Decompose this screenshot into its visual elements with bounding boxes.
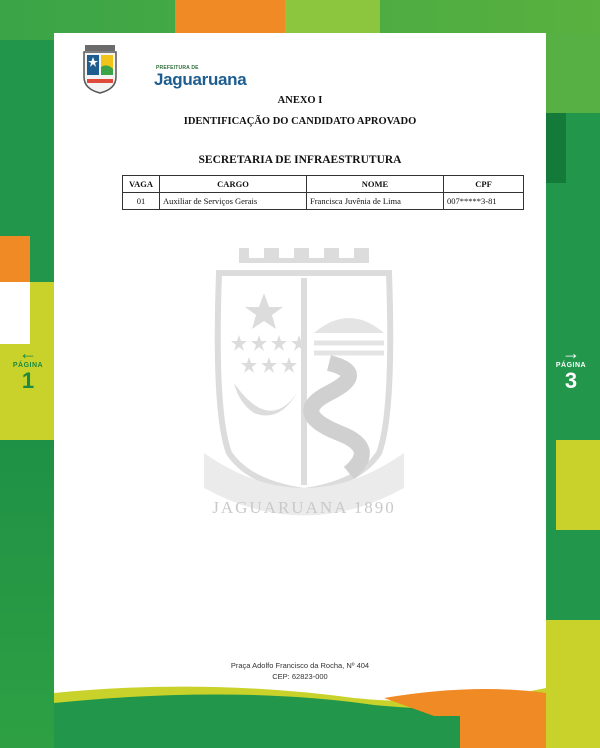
- col-header-cargo: CARGO: [160, 176, 307, 193]
- arrow-right-icon: →: [562, 343, 580, 363]
- table-row: [123, 193, 524, 210]
- cell-cargo: Auxiliar de Serviços Gerais: [160, 193, 307, 210]
- watermark-text: JAGUARUANA 1890: [212, 498, 396, 517]
- footer-cep: CEP: 62823-000: [272, 672, 328, 681]
- table-header-row: [123, 176, 524, 193]
- section-title: SECRETARIA DE INFRAESTRUTURA: [198, 154, 402, 166]
- candidate-table: [122, 175, 524, 210]
- cell-cpf: 007*****3-81: [444, 193, 524, 210]
- next-page-button[interactable]: [551, 344, 591, 393]
- footer-address: Praça Adolfo Francisco da Rocha, Nº 404: [230, 661, 370, 670]
- footer-wave-decoration: [54, 673, 546, 716]
- cell-nome: Francisca Juvênia de Lima: [307, 193, 444, 210]
- prev-page-label: PÁGINA: [12, 362, 44, 369]
- col-header-cpf: CPF: [444, 176, 524, 193]
- logo-subtitle: PREFEITURA DE: [156, 65, 199, 71]
- watermark-crest-icon: [179, 223, 429, 528]
- logo-title: Jaguaruana: [154, 70, 247, 89]
- arrow-left-icon: ←: [19, 343, 37, 363]
- cell-vaga: 01: [123, 193, 160, 210]
- next-page-label: PÁGINA: [555, 362, 587, 369]
- col-header-vaga: VAGA: [123, 176, 160, 193]
- col-header-nome: NOME: [307, 176, 444, 193]
- prefeitura-logo: [80, 43, 247, 95]
- document-title: IDENTIFICAÇÃO DO CANDIDATO APROVADO: [183, 116, 417, 127]
- next-page-number: 3: [564, 368, 578, 393]
- annex-title: ANEXO I: [277, 95, 323, 106]
- previous-page-button[interactable]: [8, 344, 48, 393]
- prev-page-number: 1: [21, 368, 35, 393]
- document-page: [54, 33, 546, 716]
- city-crest-icon: [80, 43, 120, 95]
